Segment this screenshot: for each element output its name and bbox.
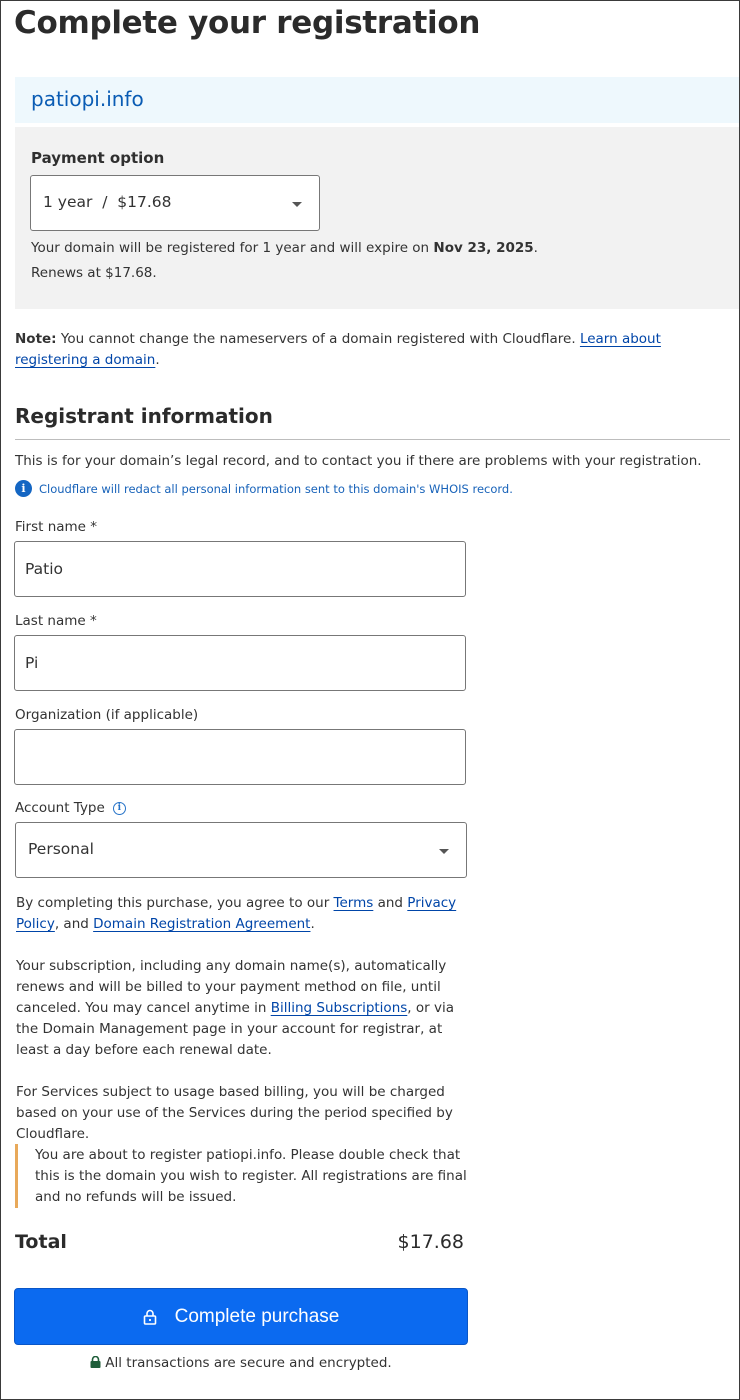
subscription-text	[16, 956, 468, 1061]
last-name-input[interactable]	[14, 635, 466, 691]
agreement-comma-and: , and	[54, 916, 94, 932]
chevron-down-icon	[292, 202, 302, 207]
info-icon: i	[15, 480, 32, 497]
learn-registering-link[interactable]: Learn about registering a domain	[15, 331, 661, 368]
first-name-label: First name *	[15, 519, 98, 535]
usage-billing-text: For Services subject to usage based billing, you will be charged based on your use of the Services during the period specified by Cloudflare.	[16, 1084, 453, 1142]
organization-label: Organization (if applicable)	[15, 707, 199, 723]
agreement-text	[16, 893, 468, 935]
account-type-value: Personal	[28, 840, 94, 858]
agreement-and: and	[373, 895, 408, 911]
note-text: You cannot change the nameservers of a domain registered with Cloudflare.	[56, 331, 580, 347]
section-divider	[15, 439, 730, 440]
payment-option-card	[15, 127, 739, 309]
registrant-section-title: Registrant information	[15, 404, 273, 428]
renewal-text: Renews at $17.68.	[31, 265, 157, 281]
billing-subscriptions-link[interactable]: Billing Subscriptions	[270, 1000, 408, 1016]
first-name-input[interactable]	[14, 541, 466, 597]
domain-registration-agreement-link[interactable]: Domain Registration Agreement	[93, 916, 311, 932]
payment-option-label: Payment option	[31, 149, 165, 167]
info-icon[interactable]: i	[113, 802, 126, 815]
secure-note-text: All transactions are secure and encrypted.	[105, 1355, 392, 1371]
privacy-policy-link[interactable]: Privacy Policy	[16, 895, 457, 932]
note-suffix: .	[155, 352, 160, 368]
total-label: Total	[15, 1231, 67, 1253]
nameserver-note	[15, 329, 715, 371]
whois-note-text: Cloudflare will redact all personal information sent to this domain's WHOIS record.	[39, 481, 513, 496]
expiration-suffix: .	[533, 240, 538, 256]
secure-transactions-note	[1, 1355, 481, 1371]
subscription-prefix: Your subscription, including any domain name(s), automatically renews and will be billed to your payment method on file, until canceled. You may cancel anytime in	[16, 958, 447, 1016]
expiration-prefix: Your domain will be registered for 1 year and will expire on	[31, 240, 434, 256]
account-type-label: Account Type	[15, 800, 105, 816]
page-title: Complete your registration	[14, 5, 481, 41]
registration-warning: You are about to register patiopi.info. Please double check that this is the domain you wish to register. All registrations are final and no refunds will be issued.	[15, 1144, 467, 1208]
terms-link[interactable]: Terms	[333, 895, 374, 911]
expiration-text	[31, 240, 538, 256]
complete-purchase-button[interactable]	[14, 1288, 468, 1345]
payment-option-select[interactable]	[30, 175, 320, 231]
complete-purchase-label: Complete purchase	[174, 1305, 340, 1327]
chevron-down-icon	[439, 849, 449, 854]
account-type-label-row	[15, 800, 126, 816]
subscription-suffix: , or via the Domain Management page in your account for registrar, at least a day before each renewal date.	[16, 1000, 454, 1058]
expiration-date: Nov 23, 2025	[433, 240, 534, 256]
domain-name-banner	[15, 77, 739, 123]
lock-icon	[90, 1356, 101, 1368]
organization-input[interactable]	[14, 729, 466, 785]
payment-option-value: 1 year / $17.68	[43, 193, 172, 211]
lock-icon	[143, 1309, 157, 1325]
account-type-select[interactable]	[15, 822, 467, 878]
note-bold: Note:	[15, 331, 57, 347]
domain-name: patiopi.info	[31, 87, 144, 111]
registrant-description: This is for your domain’s legal record, and to contact you if there are problems with your registration.	[15, 453, 702, 469]
agreement-suffix: .	[310, 916, 315, 932]
whois-redaction-note	[15, 480, 513, 497]
last-name-label: Last name *	[15, 613, 97, 629]
agreement-prefix: By completing this purchase, you agree to our	[16, 895, 334, 911]
total-value: $17.68	[397, 1231, 464, 1253]
